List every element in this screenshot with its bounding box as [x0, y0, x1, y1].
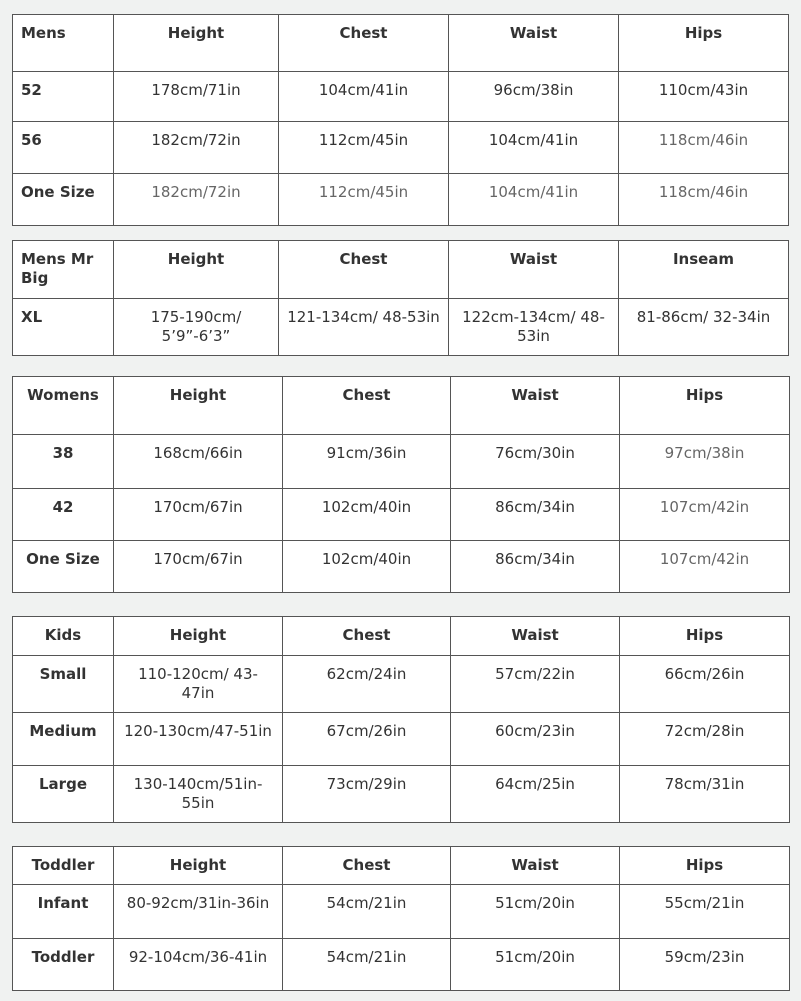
- table-cell: 110cm/43in: [619, 72, 789, 122]
- table-cell: 59cm/23in: [620, 939, 790, 991]
- table-cell: 86cm/34in: [451, 541, 620, 593]
- header-row: [13, 241, 789, 299]
- table-row: [13, 885, 790, 939]
- table-cell: 64cm/25in: [451, 766, 620, 823]
- header-cell: Mens: [13, 15, 114, 72]
- table-cell: 104cm/41in: [449, 122, 619, 174]
- size-cell: 38: [13, 435, 114, 489]
- size-cell: 42: [13, 489, 114, 541]
- table-cell: 118cm/46in: [619, 174, 789, 226]
- table-row: [13, 122, 789, 174]
- table-cell: 178cm/71in: [114, 72, 279, 122]
- header-cell: Hips: [620, 377, 790, 435]
- table-cell: 112cm/45in: [279, 122, 449, 174]
- header-row: [13, 617, 790, 656]
- table-cell: 81-86cm/ 32-34in: [619, 299, 789, 356]
- kids-size-table: [12, 616, 790, 823]
- header-cell: Height: [114, 617, 283, 656]
- table-cell: 55cm/21in: [620, 885, 790, 939]
- table-row: [13, 174, 789, 226]
- table-cell: 130-140cm/51in-55in: [114, 766, 283, 823]
- table-cell: 76cm/30in: [451, 435, 620, 489]
- table-cell: 104cm/41in: [279, 72, 449, 122]
- size-cell: 56: [13, 122, 114, 174]
- size-cell: XL: [13, 299, 114, 356]
- header-cell: Chest: [283, 377, 451, 435]
- table-cell: 170cm/67in: [114, 541, 283, 593]
- header-cell: Chest: [283, 617, 451, 656]
- header-cell: Chest: [279, 241, 449, 299]
- table-cell: 121-134cm/ 48-53in: [279, 299, 449, 356]
- mens-mr-big-size-table: [12, 240, 789, 356]
- size-cell: Large: [13, 766, 114, 823]
- header-cell: Inseam: [619, 241, 789, 299]
- table-cell: 110-120cm/ 43-47in: [114, 656, 283, 713]
- table-cell: 182cm/72in: [114, 122, 279, 174]
- header-cell: Chest: [279, 15, 449, 72]
- table-row: [13, 939, 790, 991]
- table-cell: 97cm/38in: [620, 435, 790, 489]
- toddler-size-table: [12, 846, 790, 991]
- table-row: [13, 541, 790, 593]
- table-row: [13, 713, 790, 766]
- header-row: [13, 847, 790, 885]
- mens-size-table: [12, 14, 789, 226]
- size-cell: Toddler: [13, 939, 114, 991]
- table-cell: 182cm/72in: [114, 174, 279, 226]
- header-cell: Height: [114, 377, 283, 435]
- table-row: [13, 72, 789, 122]
- table-cell: 107cm/42in: [620, 541, 790, 593]
- header-cell: Hips: [620, 617, 790, 656]
- header-cell: Womens: [13, 377, 114, 435]
- header-cell: Height: [114, 15, 279, 72]
- table-row: [13, 656, 790, 713]
- table-cell: 86cm/34in: [451, 489, 620, 541]
- table-row: [13, 489, 790, 541]
- table-cell: 51cm/20in: [451, 885, 620, 939]
- table-cell: 168cm/66in: [114, 435, 283, 489]
- table-cell: 66cm/26in: [620, 656, 790, 713]
- table-cell: 91cm/36in: [283, 435, 451, 489]
- header-cell: Waist: [451, 617, 620, 656]
- header-cell: Kids: [13, 617, 114, 656]
- table-cell: 120-130cm/47-51in: [114, 713, 283, 766]
- header-cell: Mens Mr Big: [13, 241, 114, 299]
- table-cell: 96cm/38in: [449, 72, 619, 122]
- table-cell: 54cm/21in: [283, 939, 451, 991]
- table-row: [13, 299, 789, 356]
- table-cell: 73cm/29in: [283, 766, 451, 823]
- size-cell: Small: [13, 656, 114, 713]
- size-cell: Medium: [13, 713, 114, 766]
- header-cell: Waist: [451, 847, 620, 885]
- header-cell: Waist: [451, 377, 620, 435]
- table-cell: 72cm/28in: [620, 713, 790, 766]
- size-cell: One Size: [13, 541, 114, 593]
- table-cell: 78cm/31in: [620, 766, 790, 823]
- table-cell: 60cm/23in: [451, 713, 620, 766]
- table-cell: 51cm/20in: [451, 939, 620, 991]
- table-cell: 92-104cm/36-41in: [114, 939, 283, 991]
- header-row: [13, 377, 790, 435]
- size-cell: 52: [13, 72, 114, 122]
- size-cell: One Size: [13, 174, 114, 226]
- header-cell: Waist: [449, 15, 619, 72]
- table-cell: 122cm-134cm/ 48-53in: [449, 299, 619, 356]
- header-cell: Waist: [449, 241, 619, 299]
- size-cell: Infant: [13, 885, 114, 939]
- table-cell: 175-190cm/ 5’9”-6’3”: [114, 299, 279, 356]
- header-cell: Hips: [619, 15, 789, 72]
- table-cell: 62cm/24in: [283, 656, 451, 713]
- table-cell: 118cm/46in: [619, 122, 789, 174]
- table-cell: 170cm/67in: [114, 489, 283, 541]
- header-cell: Toddler: [13, 847, 114, 885]
- table-cell: 57cm/22in: [451, 656, 620, 713]
- table-cell: 80-92cm/31in-36in: [114, 885, 283, 939]
- table-row: [13, 766, 790, 823]
- header-cell: Height: [114, 241, 279, 299]
- table-cell: 102cm/40in: [283, 541, 451, 593]
- header-cell: Height: [114, 847, 283, 885]
- table-cell: 107cm/42in: [620, 489, 790, 541]
- table-cell: 102cm/40in: [283, 489, 451, 541]
- header-row: [13, 15, 789, 72]
- table-cell: 104cm/41in: [449, 174, 619, 226]
- womens-size-table: [12, 376, 790, 593]
- table-cell: 67cm/26in: [283, 713, 451, 766]
- table-row: [13, 435, 790, 489]
- table-cell: 54cm/21in: [283, 885, 451, 939]
- table-cell: 112cm/45in: [279, 174, 449, 226]
- header-cell: Chest: [283, 847, 451, 885]
- header-cell: Hips: [620, 847, 790, 885]
